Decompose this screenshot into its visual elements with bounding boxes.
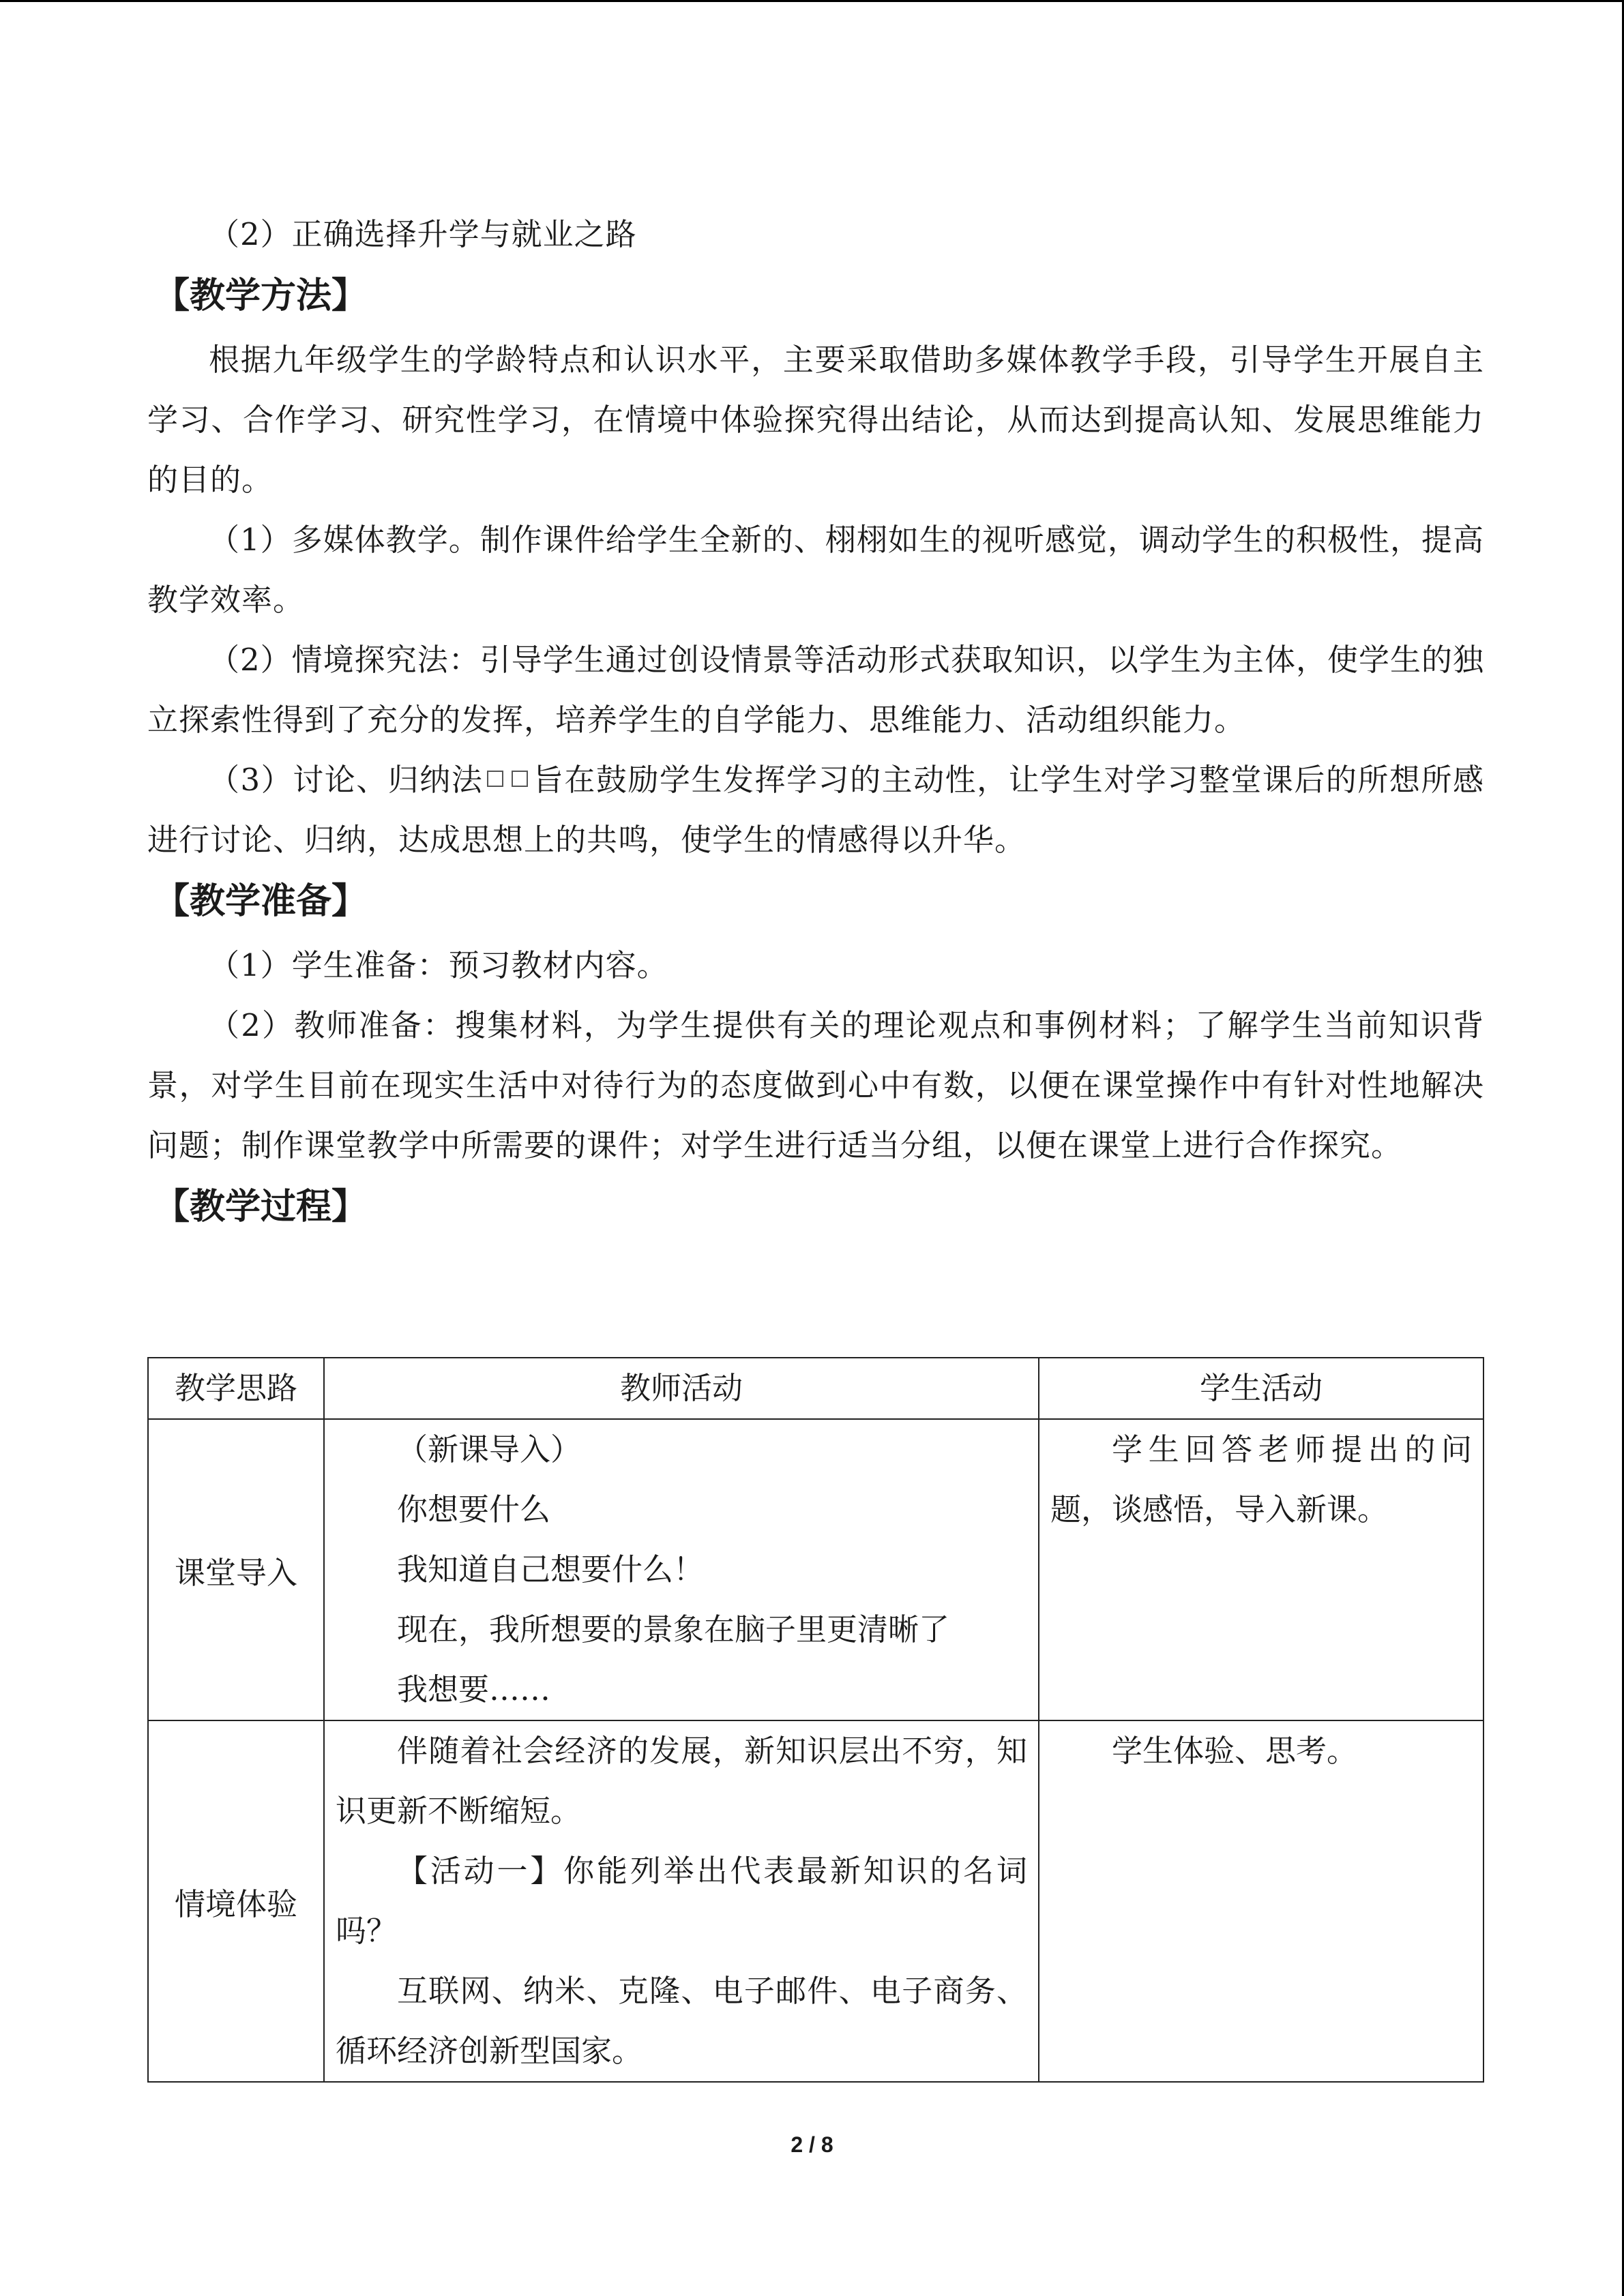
table-row (148, 1720, 1483, 2082)
row-label: 课堂导入 (148, 1419, 324, 1720)
header-teaching-idea: 教学思路 (148, 1358, 324, 1419)
missing-glyph-icon (487, 771, 503, 787)
teacher-line: 伴随着社会经济的发展，新知识层出不穷，知识更新不断缩短。 (336, 1733, 1027, 1829)
page-number: 2 / 8 (791, 2132, 833, 2157)
methods-summary: 根据九年级学生的学龄特点和认识水平，主要采取借助多媒体教学手段，引导学生开展自主学习、合作学习、研究性学习，在情境中体验探究得出结论，从而达到提高认知、发展思维能力的目的。 (147, 342, 1484, 498)
student-activity-cell (1039, 1720, 1483, 2082)
page-top-border (0, 0, 1624, 2)
teacher-activity-cell (324, 1720, 1039, 2082)
methods-item-3-start: （3）讨论、归纳法 (209, 762, 484, 798)
preparation-item-2: （2）教师准备：搜集材料，为学生提供有关的理论观点和事例材料；了解学生当前知识背景，对学生目前在现实生活中对待行为的态度做到心中有数，以便在课堂操作中有针对性地解决问题；制作课堂教学中所需要的课件；对学生进行适当分组，以便在课堂上进行合作探究。 (147, 1007, 1484, 1163)
missing-glyph-icon (512, 771, 528, 787)
process-heading: 【教学过程】 (154, 1186, 368, 1227)
header-teacher-activity: 教师活动 (324, 1358, 1039, 1419)
teacher-line: 我想要…… (397, 1671, 551, 1708)
student-activity-cell (1039, 1419, 1483, 1720)
teacher-line: 互联网、纳米、克隆、电子邮件、电子商务、循环经济创新型国家。 (336, 1973, 1027, 2069)
methods-item-3-rest: 旨在鼓励学生发挥学习的主动性，让学生对学习整堂课后的所想所感进行讨论、归纳，达成思想上的共鸣，使学生的情感得以升华。 (147, 762, 1484, 858)
teacher-line: 【活动一】你能列举出代表最新知识的名词吗？ (336, 1853, 1027, 1949)
header-student-activity: 学生活动 (1039, 1358, 1483, 1419)
teacher-line: 你想要什么 (397, 1491, 551, 1527)
methods-item-1: （1）多媒体教学。制作课件给学生全新的、栩栩如生的视听感觉，调动学生的积极性，提高教学效率。 (147, 522, 1484, 618)
preparation-heading: 【教学准备】 (154, 880, 368, 922)
row-label: 情境体验 (148, 1720, 324, 2082)
document-body (147, 205, 1484, 1241)
teaching-process-table (147, 1357, 1484, 2083)
methods-heading: 【教学方法】 (154, 275, 368, 316)
teacher-activity-cell (324, 1419, 1039, 1720)
teacher-line: 我知道自己想要什么！ (397, 1551, 705, 1587)
table-row (148, 1419, 1483, 1720)
teacher-line: （新课导入） (397, 1431, 582, 1467)
methods-item-3 (147, 750, 1484, 870)
student-line: 学生回答老师提出的问题，谈感悟，导入新课。 (1050, 1431, 1472, 1527)
student-line: 学生体验、思考。 (1112, 1733, 1358, 1769)
preparation-item-1: （1）学生准备：预习教材内容。 (209, 947, 668, 983)
methods-item-2: （2）情境探究法：引导学生通过创设情景等活动形式获取知识，以学生为主体，使学生的独立探索性得到了充分的发挥，培养学生的自学能力、思维能力、活动组织能力。 (147, 642, 1484, 738)
table-header-row (148, 1358, 1483, 1419)
intro-item: （2）正确选择升学与就业之路 (209, 216, 637, 252)
teacher-line: 现在，我所想要的景象在脑子里更清晰了 (397, 1611, 950, 1648)
